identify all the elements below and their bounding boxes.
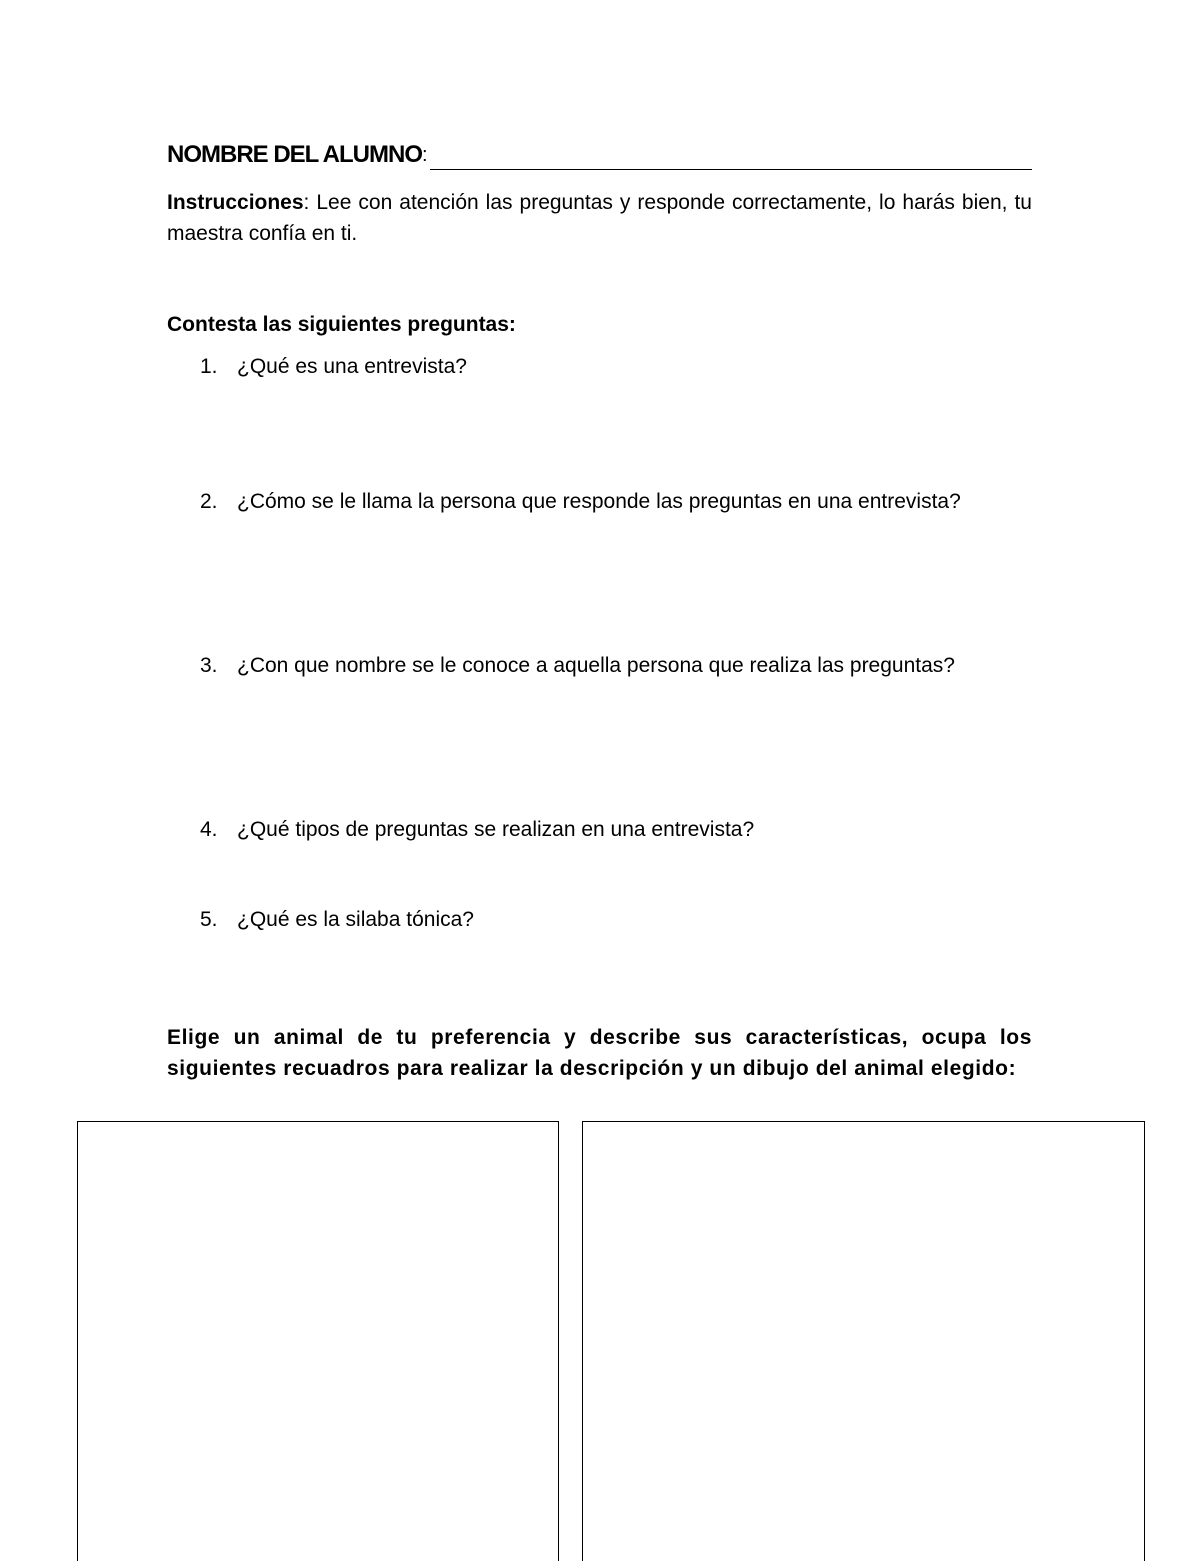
drawing-box[interactable] — [582, 1121, 1145, 1561]
instructions-label: Instrucciones — [167, 191, 304, 214]
student-name-colon: : — [422, 144, 428, 166]
question-text: ¿Qué es una entrevista? — [237, 355, 467, 378]
question-text: ¿Cómo se le llama la persona que responde las preguntas en una entrevista? — [237, 490, 961, 513]
questions-heading: Contesta las siguientes preguntas: — [167, 313, 516, 336]
question-text: ¿Qué es la silaba tónica? — [237, 908, 474, 931]
question-item — [200, 351, 1032, 382]
question-item — [200, 904, 1032, 935]
question-item — [200, 814, 1032, 845]
question-number: 1. — [200, 355, 218, 378]
student-name-blank-line[interactable] — [430, 143, 1032, 170]
question-number: 5. — [200, 908, 218, 931]
student-name-label: NOMBRE DEL ALUMNO — [167, 141, 422, 168]
description-box[interactable] — [77, 1121, 559, 1561]
instructions-text: : Lee con atención las preguntas y responde correctamente, lo harás bien, tu maestra confía en ti. — [167, 191, 1032, 245]
student-name-row — [167, 140, 1032, 170]
question-text: ¿Con que nombre se le conoce a aquella persona que realiza las preguntas? — [237, 654, 955, 677]
question-item — [200, 650, 1032, 681]
question-item — [200, 486, 1032, 517]
instructions-paragraph — [167, 187, 1032, 249]
question-text: ¿Qué tipos de preguntas se realizan en una entrevista? — [237, 818, 755, 841]
question-number: 2. — [200, 490, 218, 513]
question-number: 3. — [200, 654, 218, 677]
question-number: 4. — [200, 818, 218, 841]
animal-description-instructions: Elige un animal de tu preferencia y describe sus características, ocupa los siguientes recuadros para realizar la descripción y un dibujo del animal elegido: — [167, 1026, 1032, 1080]
